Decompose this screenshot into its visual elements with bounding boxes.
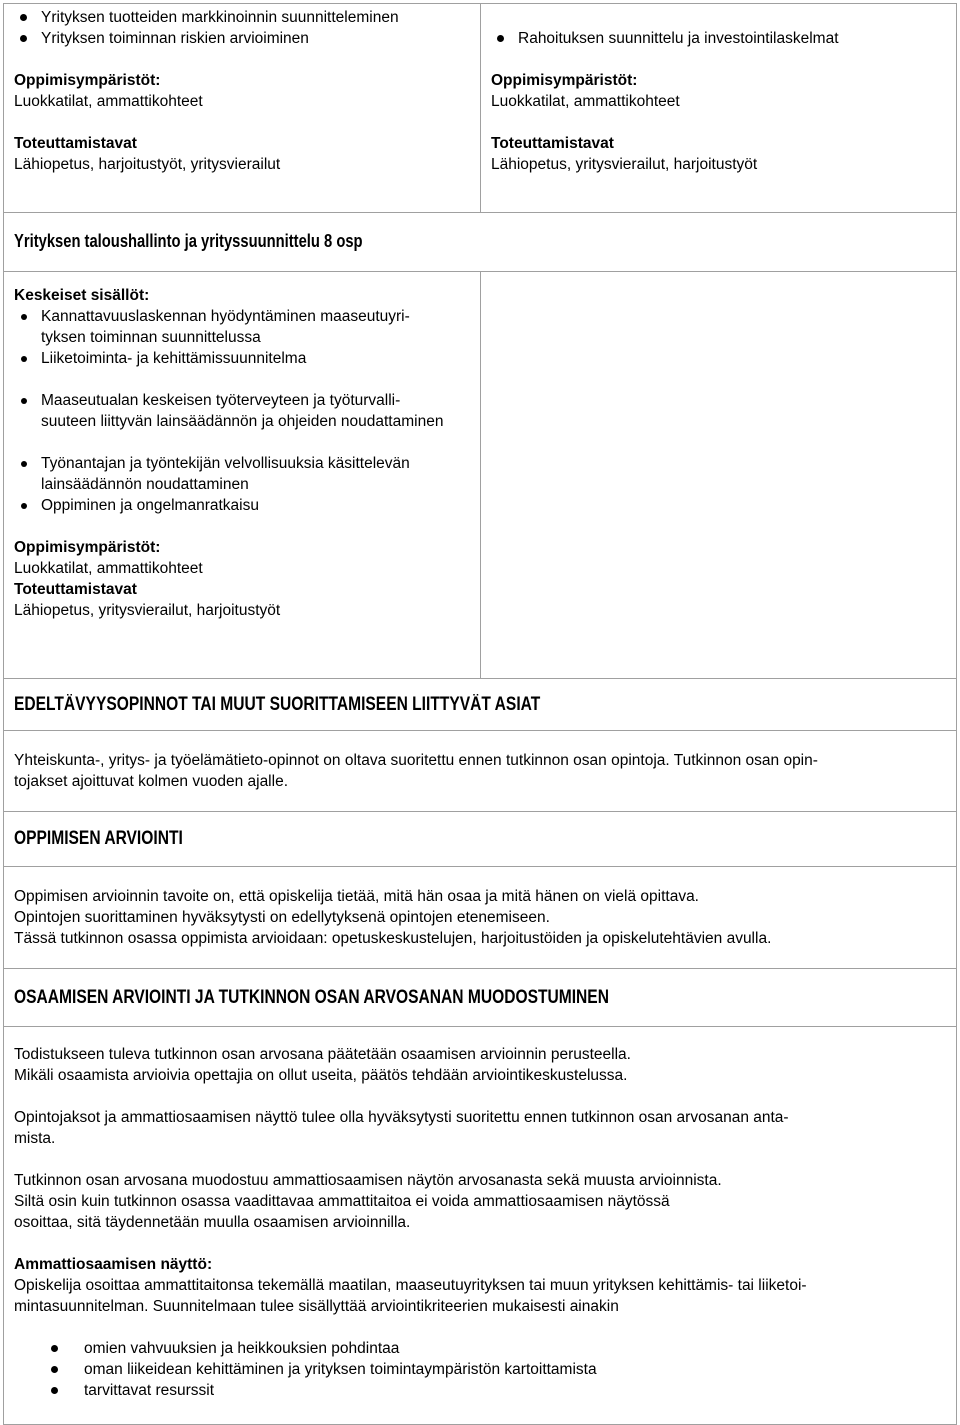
assessment-title-row (4, 812, 957, 867)
skills-demo-text: Opiskelija osoittaa ammattitaitonsa tekemällä maatilan, maaseutuyrityksen tai muun yrityksen kehittämis- tai liiketoi- (14, 1277, 807, 1294)
list-item: oman liikeidean kehittäminen ja yrityksen toimintaympäristön kartoittamista (14, 1359, 946, 1380)
implementation-label: Toteuttamistavat (491, 135, 614, 152)
grading-title-row (4, 969, 957, 1027)
prereq-title-cell (4, 679, 957, 731)
implementation-value: Lähiopetus, yritysvierailut, harjoitustyöt (491, 156, 758, 173)
learning-env-value: Luokkatilat, ammattikohteet (491, 93, 680, 110)
implementation-label: Toteuttamistavat (14, 581, 137, 598)
list-item: Yrityksen toiminnan riskien arvioiminen (14, 28, 470, 49)
module-title-cell (4, 213, 957, 272)
grading-text: Siltä osin kuin tutkinnon osassa vaadittavaa ammattitaitoa ei voida ammattiosaamisen näytössä (14, 1193, 670, 1210)
assessment-text: Opintojen suorittaminen hyväksytysti on edellytyksenä opintojen etenemiseen. (14, 909, 550, 926)
grading-title: OSAAMISEN ARVIOINTI JA TUTKINNON OSAN ARVOSANAN MUODOSTUMINEN (14, 986, 609, 1008)
document-page (3, 3, 956, 1425)
grading-text: mista. (14, 1130, 56, 1147)
prereq-title-row (4, 679, 957, 731)
grading-text: Mikäli osaamista arvioivia opettajia on ollut useita, päätös tehdään arviointikeskustelussa. (14, 1067, 628, 1084)
grading-text: Opintojaksot ja ammattiosaamisen näyttö tulee olla hyväksytysti suoritettu ennen tutkinnon osan arvosanan anta- (14, 1109, 789, 1126)
assessment-title-cell (4, 812, 957, 867)
list-item: Rahoituksen suunnittelu ja investointilaskelmat (491, 28, 946, 49)
key-contents-group-3 (14, 453, 454, 516)
prereq-text: tojakset ajoittuvat kolmen vuoden ajalle. (14, 773, 288, 790)
module-content-row (4, 272, 957, 679)
module-content-cell (4, 272, 481, 679)
learning-env-label: Oppimisympäristöt: (14, 539, 161, 556)
grading-title-cell (4, 969, 957, 1027)
list-item: Liiketoiminta- ja kehittämissuunnitelma (14, 348, 454, 369)
empty-cell (481, 272, 957, 679)
learning-env-label: Oppimisympäristöt: (491, 72, 638, 89)
grading-text: Todistukseen tuleva tutkinnon osan arvosana päätetään osaamisen arvioinnin perusteella. (14, 1046, 631, 1063)
list-item: Kannattavuuslaskennan hyödyntäminen maaseutuyri- tyksen toiminnan suunnittelussa (14, 306, 454, 348)
assessment-text: Oppimisen arvioinnin tavoite on, että opiskelija tietää, mitä hän osaa ja mitä hänen on vielä opittava. (14, 888, 699, 905)
prereq-title: EDELTÄVYYSOPINNOT TAI MUUT SUORITTAMISEEN LIITTYVÄT ASIAT (14, 693, 541, 715)
module-title-row (4, 213, 957, 272)
prereq-body-row (4, 731, 957, 812)
list-item: Oppiminen ja ongelmanratkaisu (14, 495, 454, 516)
learning-env-value: Luokkatilat, ammattikohteet (14, 93, 203, 110)
list-item: tarvittavat resurssit (14, 1380, 946, 1401)
top-left-bullets (14, 7, 470, 49)
implementation-value: Lähiopetus, yritysvierailut, harjoitustyöt (14, 602, 281, 619)
grading-text: Tutkinnon osan arvosana muodostuu ammattiosaamisen näytön arvosanasta sekä muusta arvioinnista. (14, 1172, 722, 1189)
assessment-text: Tässä tutkinnon osassa oppimista arvioidaan: opetuskeskustelujen, harjoitustöiden ja opiskelutehtävien avulla. (14, 930, 772, 947)
skills-demo-text: mintasuunnitelman. Suunnitelmaan tulee sisällyttää arviointikriteerien mukaisesti ainakin (14, 1298, 619, 1315)
top-left-cell (4, 4, 481, 213)
key-contents-label: Keskeiset sisällöt: (14, 287, 150, 304)
top-right-bullets (491, 28, 946, 49)
learning-env-label: Oppimisympäristöt: (14, 72, 161, 89)
top-row (4, 4, 957, 213)
prereq-text: Yhteiskunta-, yritys- ja työelämätieto-opinnot on oltava suoritettu ennen tutkinnon osan opintoja. Tutkinnon osan opin- (14, 752, 818, 769)
list-item: omien vahvuuksien ja heikkouksien pohdintaa (14, 1338, 946, 1359)
curriculum-table (3, 3, 957, 1425)
skills-demo-bullets (14, 1338, 946, 1401)
learning-env-value: Luokkatilat, ammattikohteet (14, 560, 203, 577)
implementation-label: Toteuttamistavat (14, 135, 137, 152)
grading-body-cell (4, 1027, 957, 1425)
skills-demo-label: Ammattiosaamisen näyttö: (14, 1256, 213, 1273)
list-item: Työnantajan ja työntekijän velvollisuuksia käsittelevän lainsäädännön noudattaminen (14, 453, 454, 495)
list-item: Maaseutualan keskeisen työterveyteen ja työturvalli- suuteen liittyvän lainsäädännön ja ohjeiden noudattaminen (14, 390, 454, 432)
assessment-body-cell (4, 867, 957, 969)
grading-text: osoittaa, sitä täydennetään muulla osaamisen arvioinnilla. (14, 1214, 411, 1231)
key-contents-group-2 (14, 390, 454, 432)
top-right-cell (481, 4, 957, 213)
assessment-title: OPPIMISEN ARVIOINTI (14, 828, 183, 849)
grading-body-row (4, 1027, 957, 1425)
assessment-body-row (4, 867, 957, 969)
list-item: Yrityksen tuotteiden markkinoinnin suunnitteleminen (14, 7, 470, 28)
module-title: Yrityksen taloushallinto ja yrityssuunnittelu 8 osp (14, 231, 363, 251)
prereq-body-cell (4, 731, 957, 812)
key-contents-group-1 (14, 306, 454, 369)
implementation-value: Lähiopetus, harjoitustyöt, yritysvierailut (14, 156, 281, 173)
